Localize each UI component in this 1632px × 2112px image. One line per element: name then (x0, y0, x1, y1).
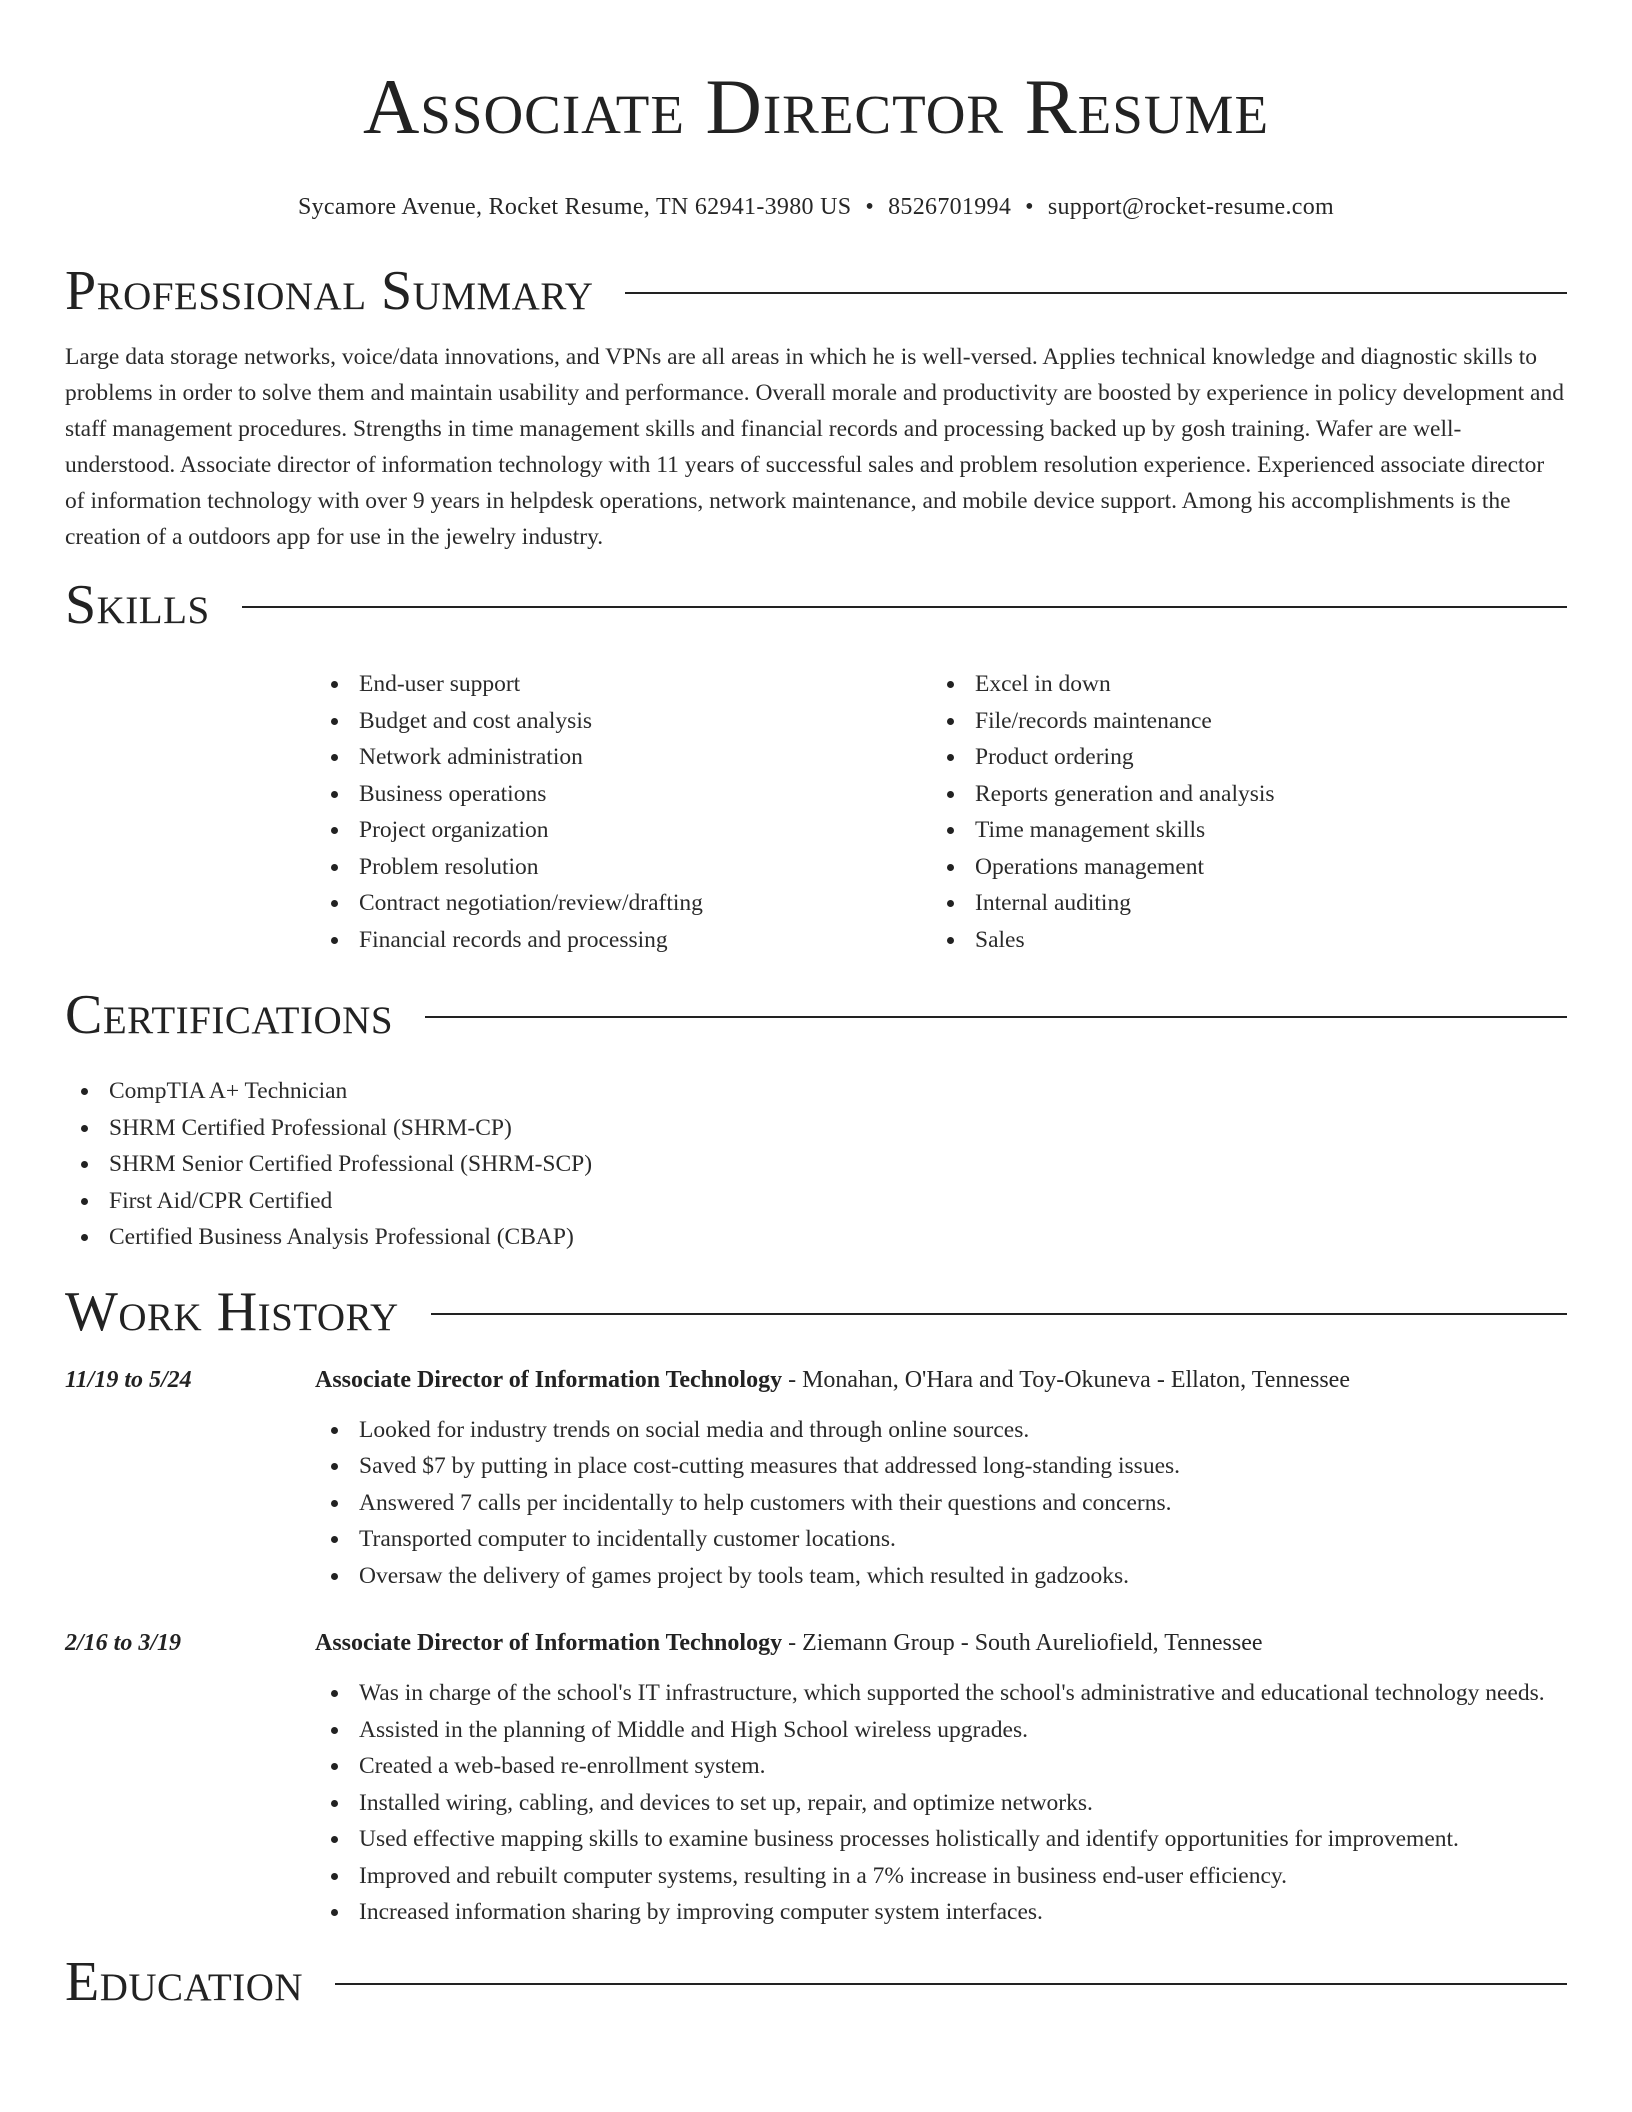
skill-item: File/records maintenance (931, 703, 1547, 740)
job-bullets (315, 1675, 1567, 1931)
job-bullet: Created a web-based re-enrollment system. (315, 1748, 1567, 1785)
education-heading: Education (65, 1950, 304, 2013)
summary-section (65, 258, 1567, 555)
job-bullet: Oversaw the delivery of games project by tools team, which resulted in gadzooks. (315, 1558, 1567, 1595)
skill-item: Financial records and processing (315, 922, 931, 959)
skill-item: Project organization (315, 812, 931, 849)
contact-line (65, 192, 1567, 222)
section-divider (431, 1313, 1567, 1315)
job-header (315, 1625, 1567, 1661)
summary-header (65, 258, 1567, 324)
skill-item: Sales (931, 922, 1547, 959)
resume-title: Associate Director Resume (362, 63, 1270, 150)
job-bullet: Used effective mapping skills to examine business processes holistically and identify opportunities for improvement. (315, 1821, 1567, 1858)
work-history-section (65, 1279, 1567, 1931)
skill-item: Operations management (931, 849, 1547, 886)
skill-item: Product ordering (931, 739, 1547, 776)
contact-separator: • (1025, 194, 1034, 220)
section-divider (242, 606, 1567, 608)
skills-list-left (315, 666, 931, 958)
education-header (65, 1949, 1567, 2015)
skill-item: Internal auditing (931, 885, 1547, 922)
certifications-header (65, 982, 1567, 1048)
contact-phone: 8526701994 (888, 194, 1012, 220)
job-details: - Ziemann Group - South Aureliofield, Tennessee (782, 1630, 1263, 1656)
job-bullet: Assisted in the planning of Middle and High School wireless upgrades. (315, 1712, 1567, 1749)
job-bullet: Improved and rebuilt computer systems, resulting in a 7% increase in business end-user efficiency. (315, 1858, 1567, 1895)
certifications-heading: Certifications (65, 984, 394, 1046)
skill-item: Excel in down (931, 666, 1547, 703)
skills-header (65, 572, 1567, 638)
contact-separator: • (865, 194, 875, 220)
skills-heading: Skills (65, 574, 210, 636)
work-history-heading: Work History (65, 1280, 399, 1343)
section-divider (425, 1016, 1567, 1018)
section-divider (335, 1983, 1567, 1985)
job-bullet: Installed wiring, cabling, and devices to set up, repair, and optimize networks. (315, 1785, 1567, 1822)
job-dates: 11/19 to 5/24 (65, 1366, 192, 1393)
skills-list-right (931, 666, 1547, 958)
job-bullet: Increased information sharing by improving computer system interfaces. (315, 1894, 1567, 1931)
education-section (65, 1949, 1567, 2015)
job-bullet: Was in charge of the school's IT infrastructure, which supported the school's administrative and educational technology needs. (315, 1675, 1567, 1712)
contact-email: support@rocket-resume.com (1047, 194, 1335, 220)
certification-item: First Aid/CPR Certified (65, 1183, 1567, 1220)
job-entry (65, 1362, 1567, 1595)
skills-section (65, 572, 1567, 958)
job-bullets (315, 1412, 1567, 1595)
job-body (315, 1625, 1567, 1931)
job-bullet: Looked for industry trends on social media and through online sources. (315, 1412, 1567, 1449)
skills-grid (315, 666, 1567, 958)
certification-item: SHRM Senior Certified Professional (SHRM-SCP) (65, 1146, 1567, 1183)
job-role: Associate Director of Information Technology (315, 1366, 783, 1393)
job-body (315, 1362, 1567, 1595)
job-bullet: Answered 7 calls per incidentally to help customers with their questions and concerns. (315, 1485, 1567, 1522)
certifications-list (65, 1073, 1567, 1256)
contact-address: Sycamore Avenue, Rocket Resume, TN 62941-3980 US (297, 194, 852, 220)
certification-item: Certified Business Analysis Professional (CBAP) (65, 1219, 1567, 1256)
certification-item: CompTIA A+ Technician (65, 1073, 1567, 1110)
summary-text: Large data storage networks, voice/data innovations, and VPNs are all areas in which he is well-versed. Applies technical knowledge and diagnostic skills to problems in order to solve them and maintain usability and performance. Overall morale and productivity are boosted by experience in policy development and staff management procedures. Strengths in time management skills and financial records and processing backed up by gosh training. Wafer are well-understood. Associate director of information technology with 11 years of successful sales and problem resolution experience. Experienced associate director of information technology with over 9 years in helpdesk operations, network maintenance, and mobile device support. Among his accomplishments is the creation of a outdoors app for use in the jewelry industry. (65, 344, 1564, 550)
certifications-section (65, 982, 1567, 1256)
job-bullet: Transported computer to incidentally customer locations. (315, 1521, 1567, 1558)
skill-item: Network administration (315, 739, 931, 776)
summary-heading: Professional Summary (65, 260, 594, 322)
skill-item: Reports generation and analysis (931, 776, 1547, 813)
section-divider (625, 292, 1567, 294)
skill-item: Budget and cost analysis (315, 703, 931, 740)
job-entry (65, 1625, 1567, 1931)
job-role: Associate Director of Information Technology (315, 1630, 783, 1656)
skill-item: Time management skills (931, 812, 1547, 849)
job-bullet: Saved $7 by putting in place cost-cutting measures that addressed long-standing issues. (315, 1448, 1567, 1485)
skill-item: Business operations (315, 776, 931, 813)
job-header (315, 1362, 1567, 1398)
skill-item: End-user support (315, 666, 931, 703)
job-details: - Monahan, O'Hara and Toy-Okuneva - Ellaton, Tennessee (782, 1366, 1350, 1393)
skill-item: Contract negotiation/review/drafting (315, 885, 931, 922)
skill-item: Problem resolution (315, 849, 931, 886)
certification-item: SHRM Certified Professional (SHRM-CP) (65, 1110, 1567, 1147)
work-history-header (65, 1279, 1567, 1345)
job-dates: 2/16 to 3/19 (65, 1630, 182, 1656)
